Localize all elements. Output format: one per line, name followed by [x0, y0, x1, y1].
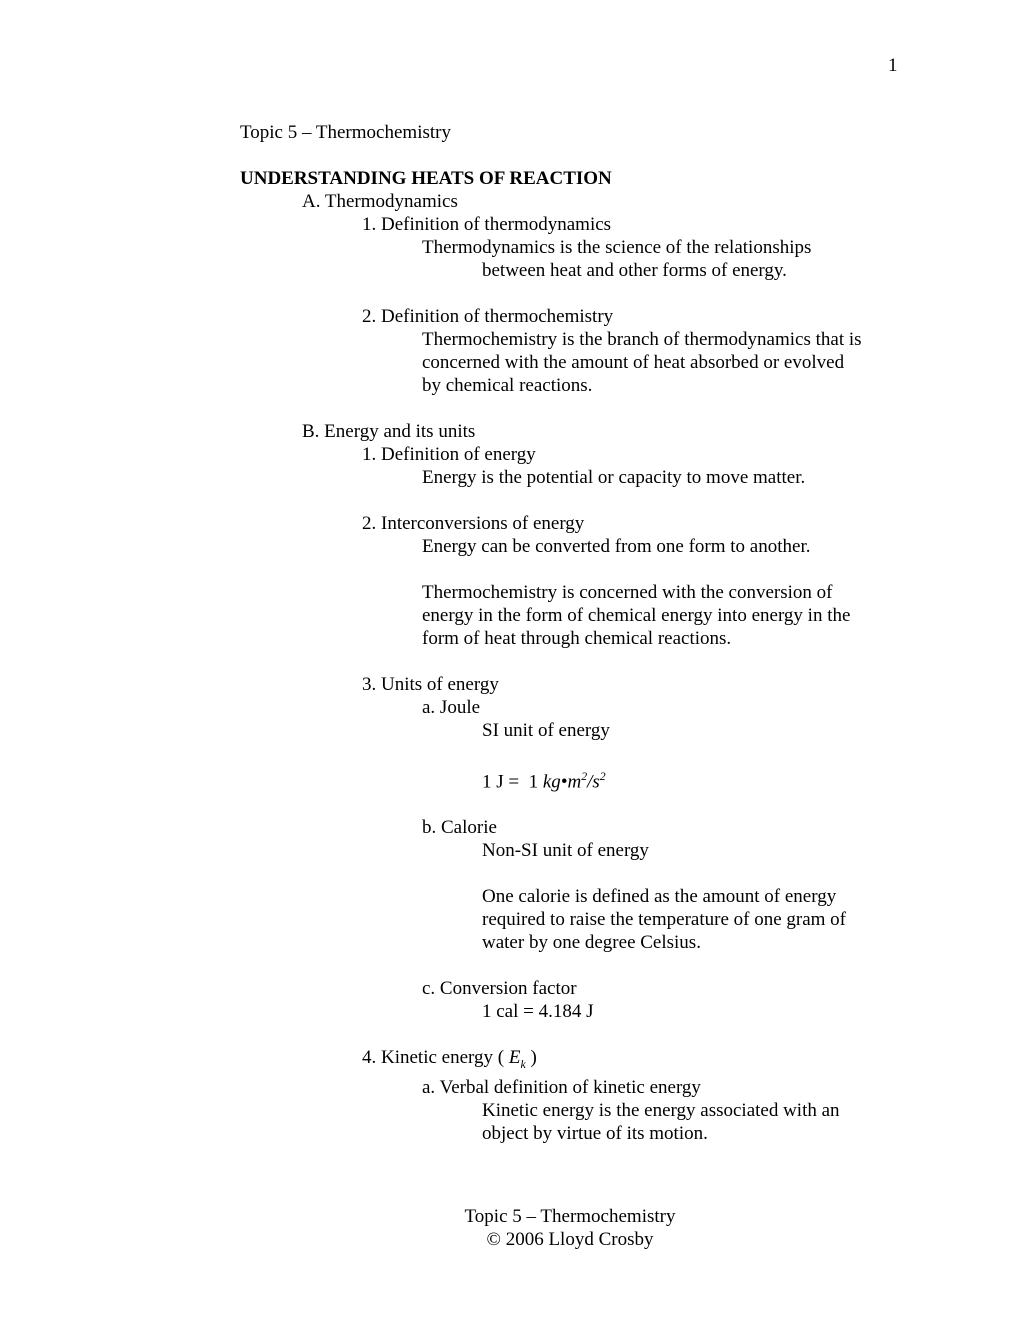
- text-run: k: [520, 1058, 526, 1072]
- page-number: 1: [888, 55, 898, 76]
- blank-line: [240, 742, 940, 765]
- blank-line: [240, 650, 940, 673]
- text-run: SI unit of energy: [482, 720, 610, 741]
- page-footer: [240, 1205, 900, 1251]
- text-run: form of heat through chemical reactions.: [422, 628, 732, 649]
- text-run: ): [525, 1047, 537, 1069]
- text-line: [240, 673, 940, 696]
- text-run: Energy is the potential or capacity to move matter.: [422, 467, 806, 488]
- text-run: 3. Units of energy: [362, 674, 499, 695]
- text-line: [240, 765, 940, 793]
- text-line: [240, 259, 940, 282]
- text-run: Thermodynamics is the science of the relationships: [422, 237, 812, 258]
- text-line: [240, 719, 940, 742]
- text-line: [240, 512, 940, 535]
- text-run: E: [508, 1047, 521, 1069]
- text-line: [240, 604, 940, 627]
- text-line: [240, 839, 940, 862]
- text-line: [240, 1099, 940, 1122]
- text-line: [240, 351, 940, 374]
- blank-line: [240, 144, 940, 167]
- text-run: Non-SI unit of energy: [482, 840, 649, 862]
- text-run: 1 J = 1: [482, 771, 543, 793]
- blank-line: [240, 489, 940, 512]
- text-run: B. Energy and its units: [302, 421, 476, 442]
- text-line: [240, 167, 940, 190]
- text-line: [240, 374, 940, 397]
- text-line: [240, 1000, 940, 1023]
- text-run: b. Calorie: [422, 817, 497, 839]
- text-run: One calorie is defined as the amount of energy: [482, 886, 837, 908]
- text-line: [240, 305, 940, 328]
- text-run: by chemical reactions.: [422, 375, 593, 396]
- text-run: between heat and other forms of energy.: [482, 260, 787, 281]
- text-line: [240, 696, 940, 719]
- text-line: [240, 236, 940, 259]
- text-run: 1 cal = 4.184 J: [482, 1001, 594, 1023]
- text-run: 2. Interconversions of energy: [362, 513, 585, 534]
- text-run: •: [560, 771, 568, 793]
- text-line: [240, 420, 940, 443]
- blank-line: [240, 954, 940, 977]
- text-run: water by one degree Celsius.: [482, 932, 701, 954]
- text-line: [240, 627, 940, 650]
- text-run: concerned with the amount of heat absorbed or evolved: [422, 352, 845, 373]
- blank-line: [240, 1023, 940, 1046]
- text-run: Thermochemistry is concerned with the conversion of: [422, 582, 833, 603]
- text-line: [240, 931, 940, 954]
- footer-copyright: © 2006 Lloyd Crosby: [486, 1229, 654, 1250]
- text-run: a. Verbal definition of kinetic energy: [422, 1077, 701, 1099]
- text-line: [240, 443, 940, 466]
- text-line: [240, 535, 940, 558]
- blank-line: [240, 397, 940, 420]
- text-run: 2: [599, 770, 606, 783]
- text-run: 2. Definition of thermochemistry: [362, 306, 614, 327]
- text-run: A. Thermodynamics: [302, 191, 458, 212]
- text-run: energy in the form of chemical energy into energy in the: [422, 605, 851, 626]
- text-line: [240, 1076, 940, 1099]
- text-line: [240, 1046, 940, 1076]
- text-run: 4. Kinetic energy (: [362, 1047, 509, 1069]
- text-run: Thermochemistry is the branch of thermodynamics that is: [422, 329, 862, 350]
- text-run: kg: [542, 771, 561, 793]
- text-run: 1. Definition of thermodynamics: [362, 214, 612, 235]
- text-run: UNDERSTANDING HEATS OF REACTION: [240, 168, 612, 189]
- text-run: c. Conversion factor: [422, 978, 577, 1000]
- text-line: [240, 121, 940, 144]
- blank-line: [240, 558, 940, 581]
- text-line: [240, 816, 940, 839]
- text-run: m: [567, 771, 582, 793]
- text-line: [240, 908, 940, 931]
- text-run: 2: [581, 770, 588, 783]
- blank-line: [240, 282, 940, 305]
- text-line: [240, 213, 940, 236]
- blank-line: [240, 793, 940, 816]
- text-line: [240, 328, 940, 351]
- text-run: /s: [587, 771, 600, 793]
- text-run: Energy can be converted from one form to another.: [422, 536, 811, 557]
- text-run: a. Joule: [422, 697, 481, 718]
- text-run: required to raise the temperature of one gram of: [482, 909, 847, 931]
- text-line: [240, 885, 940, 908]
- text-line: [240, 581, 940, 604]
- document-lines: [240, 121, 940, 1145]
- text-line: [240, 466, 940, 489]
- text-run: Topic 5 – Thermochemistry: [240, 122, 451, 143]
- blank-line: [240, 862, 940, 885]
- footer-title: Topic 5 – Thermochemistry: [464, 1206, 676, 1227]
- text-run: Kinetic energy is the energy associated with an: [482, 1100, 840, 1122]
- text-run: 1. Definition of energy: [362, 444, 536, 465]
- text-line: [240, 1122, 940, 1145]
- text-run: object by virtue of its motion.: [482, 1123, 708, 1145]
- text-line: [240, 977, 940, 1000]
- text-line: [240, 190, 940, 213]
